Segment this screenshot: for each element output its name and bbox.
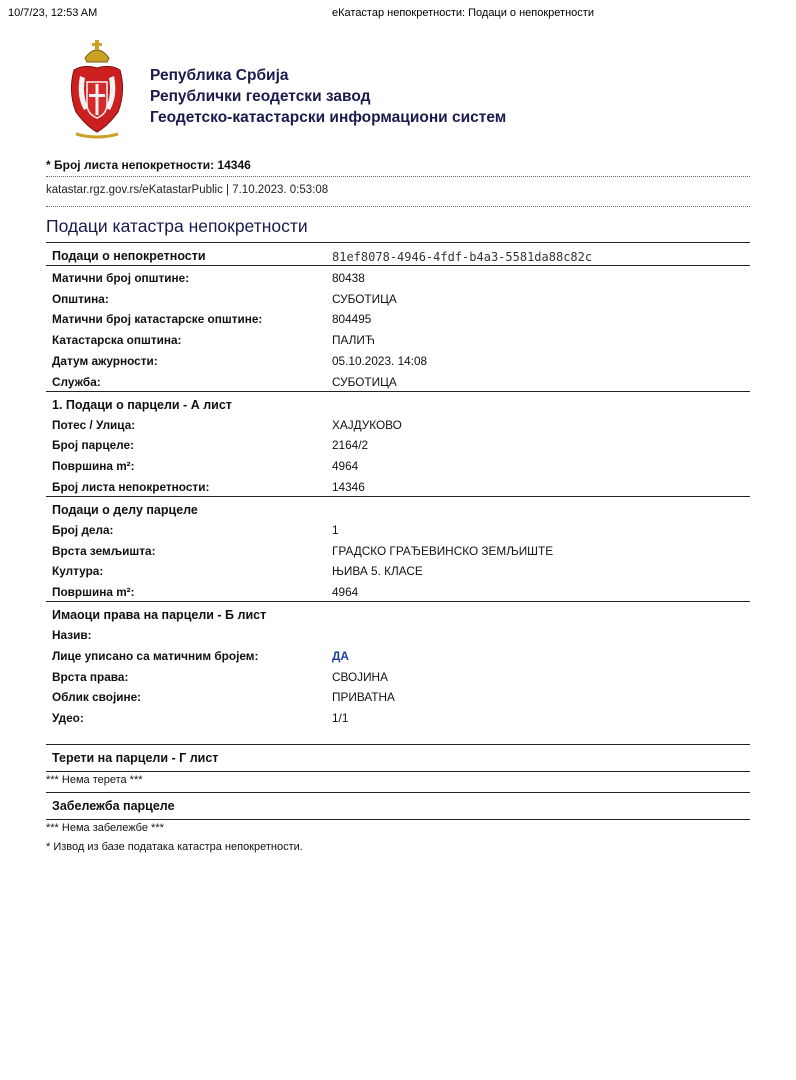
data-row — [46, 454, 750, 475]
field-label: Матични број катастарске општине: — [52, 312, 263, 327]
field-value: ПРИВАТНА — [332, 690, 395, 705]
field-value: 1/1 — [332, 711, 349, 726]
field-value: ДА — [332, 648, 349, 663]
print-page-title: еКатастар непокретности: Подаци о непокретности — [332, 7, 594, 19]
data-row — [46, 559, 750, 580]
field-label: Назив: — [52, 627, 92, 642]
field-label: Број парцеле: — [52, 438, 134, 453]
data-row — [46, 307, 750, 328]
data-row — [46, 370, 750, 391]
institution-block — [150, 65, 506, 128]
property-id: 81ef8078-4946-4fdf-b4a3-5581da88c82c — [332, 250, 593, 264]
burdens-g-header — [46, 744, 750, 772]
remarks-note: *** Нема забележбе *** — [46, 822, 164, 834]
field-label: Потес / Улица: — [52, 417, 136, 432]
field-value: 1 — [332, 522, 339, 537]
parcel-part-heading: Подаци о делу парцеле — [52, 502, 198, 517]
field-label: Врста права: — [52, 669, 129, 684]
institution-name: Републички геодетски завод — [150, 88, 371, 105]
field-value: 4964 — [332, 459, 359, 474]
field-value: 4964 — [332, 585, 359, 600]
field-value: ЊИВА 5. КЛАСЕ — [332, 564, 423, 579]
burdens-g-heading: Терети на парцели - Г лист — [52, 751, 219, 765]
field-label: Површина m²: — [52, 459, 135, 474]
field-value: 804495 — [332, 312, 372, 327]
field-value: 2164/2 — [332, 438, 369, 453]
field-value: 80438 — [332, 270, 365, 285]
serbia-coat-of-arms-icon — [66, 36, 128, 142]
field-label: Облик својине: — [52, 690, 142, 705]
field-label: Катастарска општина: — [52, 333, 182, 348]
field-label: Општина: — [52, 291, 109, 306]
field-value: СУБОТИЦА — [332, 374, 397, 389]
data-row — [46, 518, 750, 539]
data-row — [46, 413, 750, 434]
field-value: 14346 — [332, 479, 365, 494]
field-label: Датум ажурности: — [52, 353, 158, 368]
field-label: Удео: — [52, 711, 84, 726]
sheet-number: * Број листа непокретности: 14346 — [46, 158, 251, 172]
data-row — [46, 665, 750, 686]
data-row — [46, 475, 750, 496]
owners-b-heading: Имаоци права на парцели - Б лист — [52, 607, 267, 622]
field-value: ГРАДСКО ГРАЂЕВИНСКО ЗЕМЉИШТЕ — [332, 543, 554, 558]
divider — [46, 176, 750, 177]
property-heading: Подаци о непокретности — [52, 249, 206, 263]
print-header — [0, 0, 796, 24]
field-label: Лице уписано са матичним бројем: — [52, 648, 259, 663]
field-value: 05.10.2023. 14:08 — [332, 353, 428, 368]
remarks-header — [46, 792, 750, 820]
section-title: Подаци катастра непокретности — [46, 216, 308, 236]
parcel-a-heading: 1. Подаци о парцели - А лист — [52, 397, 232, 412]
field-value: СВОЈИНА — [332, 669, 388, 684]
data-row — [46, 328, 750, 349]
data-row — [46, 539, 750, 560]
field-value: ХАЈДУКОВО — [332, 417, 402, 432]
remarks-heading: Забележба парцеле — [52, 799, 175, 813]
field-label: Култура: — [52, 564, 104, 579]
data-row — [46, 706, 750, 727]
source-line: katastar.rgz.gov.rs/eKatastarPublic | 7.10.2023. 0:53:08 — [46, 184, 329, 196]
parcel-a-header — [46, 391, 750, 413]
cadastre-data — [46, 244, 750, 727]
data-row — [46, 580, 750, 601]
footer-note: * Извод из базе података катастра непокретности. — [46, 841, 303, 853]
divider — [46, 206, 750, 207]
field-label: Врста земљишта: — [52, 543, 156, 558]
owners-b-header — [46, 601, 750, 623]
parcel-part-header — [46, 496, 750, 518]
data-row — [46, 349, 750, 370]
field-label: Површина m²: — [52, 585, 135, 600]
data-row — [46, 685, 750, 706]
data-row — [46, 644, 750, 665]
burdens-note: *** Нема терета *** — [46, 774, 143, 786]
data-row — [46, 433, 750, 454]
field-value: СУБОТИЦА — [332, 291, 397, 306]
field-value: ПАЛИЋ — [332, 333, 375, 348]
data-row — [46, 287, 750, 308]
field-label: Служба: — [52, 374, 101, 389]
field-label: Број дела: — [52, 522, 114, 537]
data-row — [46, 266, 750, 287]
print-datetime: 10/7/23, 12:53 AM — [8, 7, 98, 19]
data-row — [46, 623, 750, 644]
divider — [46, 242, 750, 243]
institution-system: Геодетско-катастарски информациони систем — [150, 109, 507, 126]
institution-country: Република Србија — [150, 67, 289, 84]
field-label: Број листа непокретности: — [52, 479, 210, 494]
field-label: Матични број општине: — [52, 270, 190, 285]
property-header-row — [46, 244, 750, 265]
